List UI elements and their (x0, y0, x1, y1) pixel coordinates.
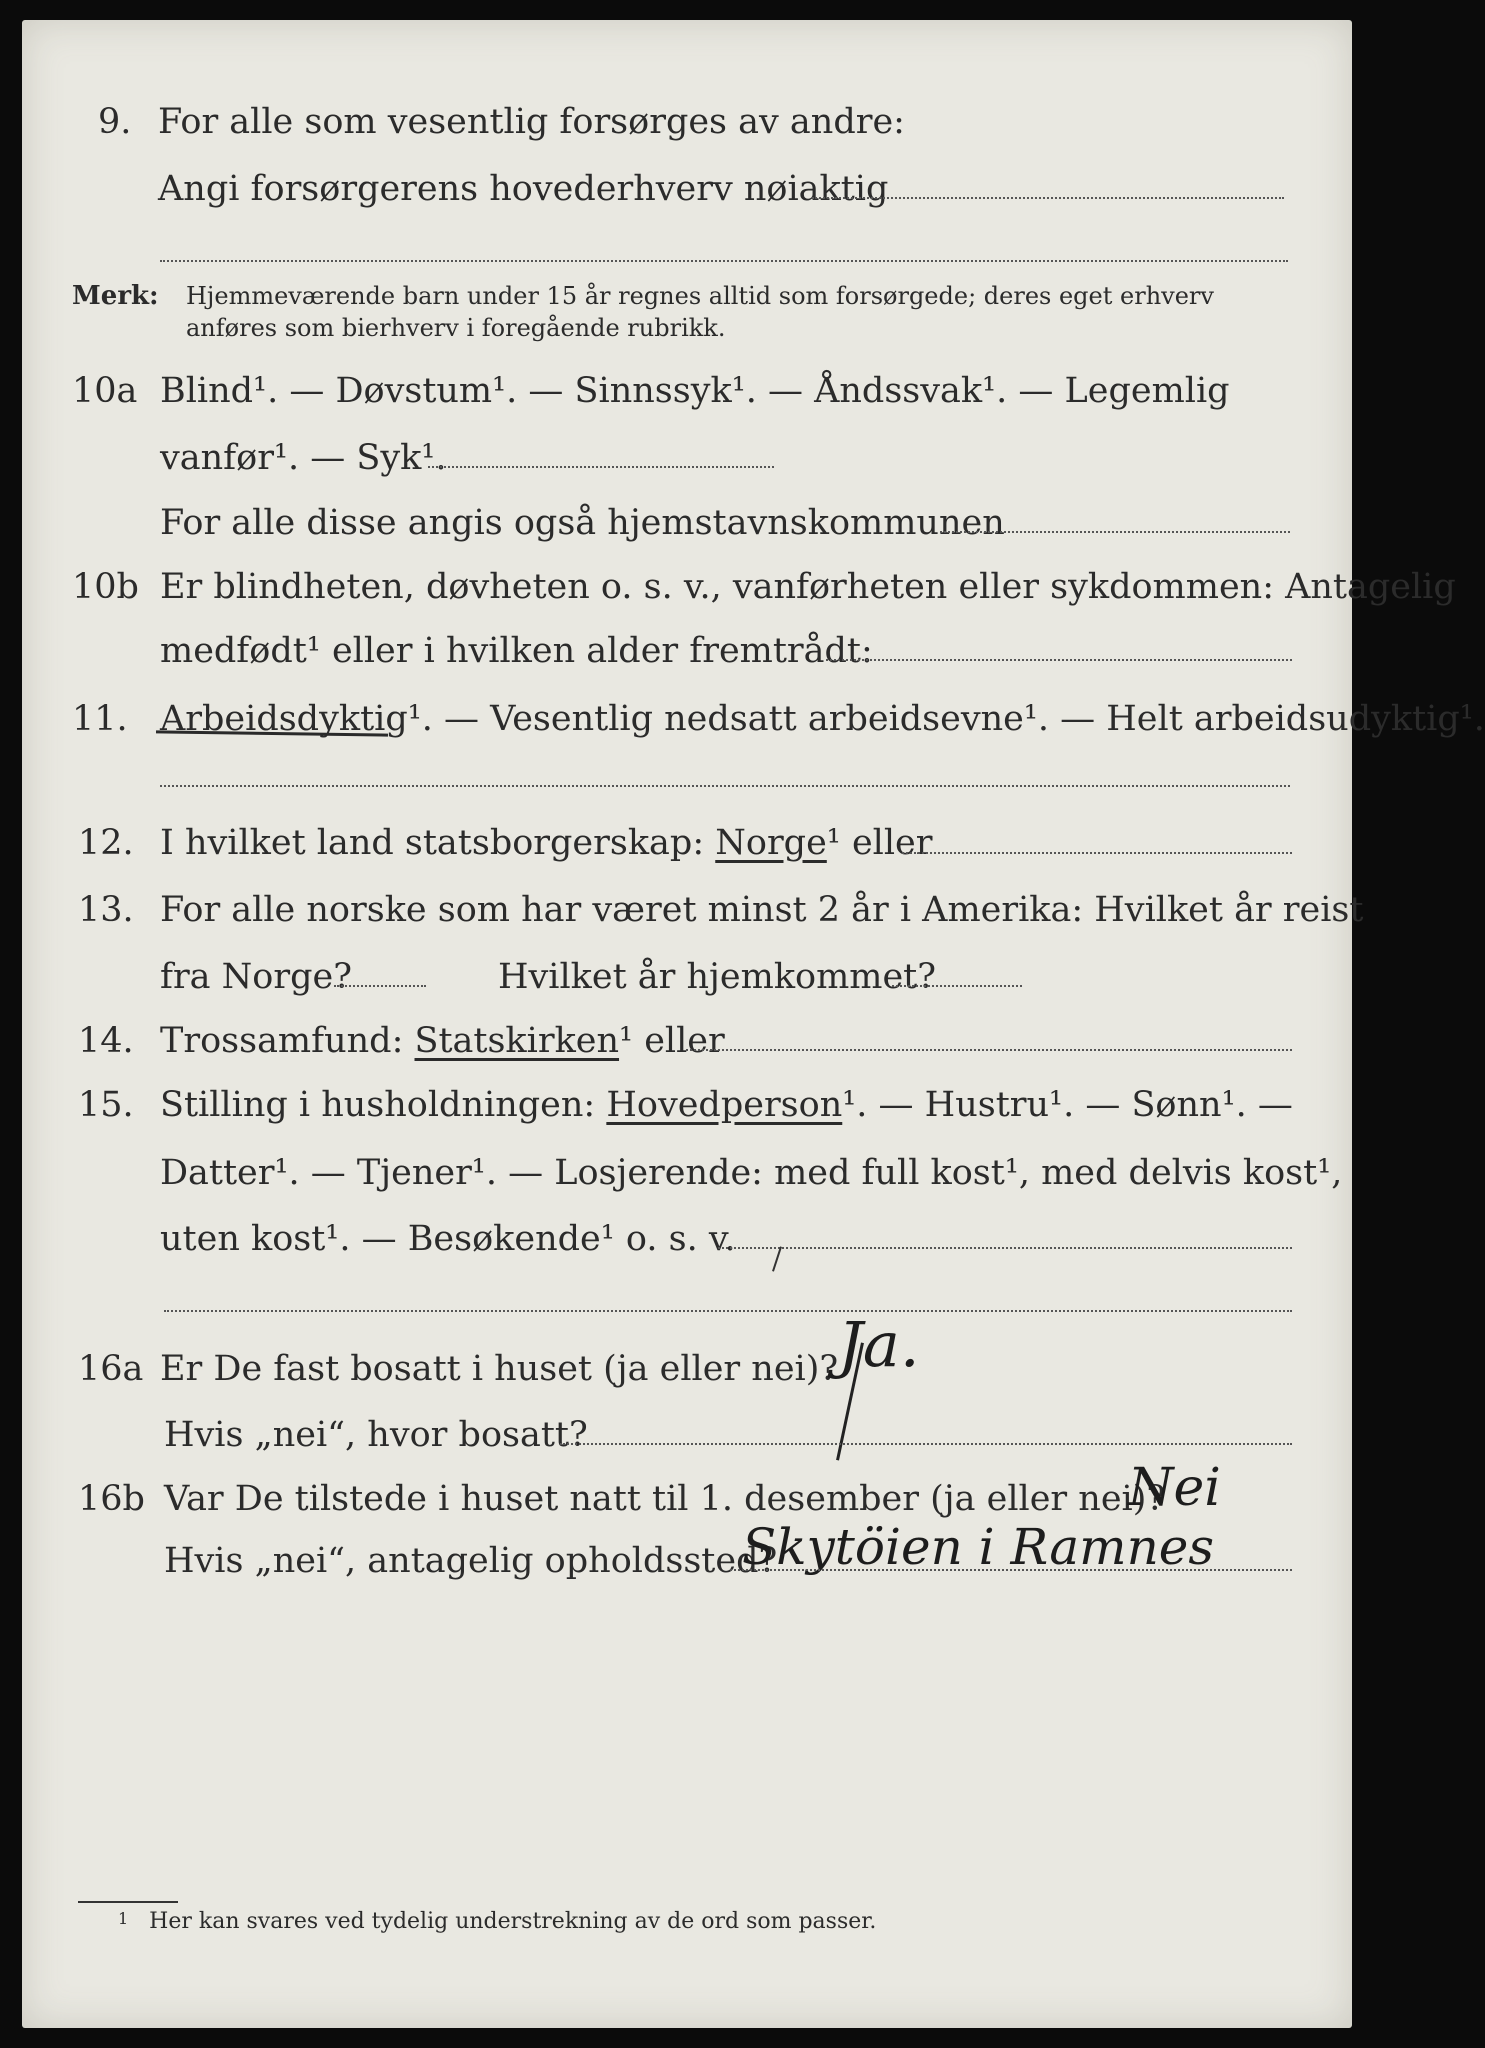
q11-rest: ¹. — Vesentlig nedsatt arbeidsevne¹. — Helt arbeidsudyktig¹. (407, 699, 1485, 739)
q15-line3: uten kost¹. — Besøkende¹ o. s. v. (160, 1219, 736, 1259)
merk-line1: Hjemmeværende barn under 15 år regnes alltid som forsørgede; deres eget erhverv (186, 282, 1214, 310)
q15-before: Stilling i husholdningen: (160, 1085, 596, 1125)
footnote-text: Her kan svares ved tydelig understrekning av de ord som passer. (149, 1909, 877, 1934)
q10a-line2: vanfør¹. — Syk¹. (160, 438, 447, 478)
q16a-line2: Hvis „nei“, hvor bosatt? (164, 1415, 588, 1455)
q16a-answer-line[interactable] (560, 1443, 1292, 1445)
q13-year-left-line[interactable] (334, 985, 426, 987)
q12-selected-option: Norge (715, 823, 827, 863)
q13-year-returned-line[interactable] (892, 985, 1022, 987)
q13-number: 13. (78, 890, 134, 930)
merk-line2: anføres som bierhverv i foregående rubrikk. (186, 314, 726, 342)
footnote (118, 1911, 876, 1933)
q10b-answer-line[interactable] (826, 659, 1292, 661)
footnote-mark: 1 (118, 1909, 129, 1928)
q11-answer-line[interactable] (160, 785, 1290, 787)
q12-before: I hvilket land statsborgerskap: (160, 823, 705, 863)
q16b-handwritten-answer: Nei (1128, 1458, 1221, 1518)
footnote-rule (78, 1901, 178, 1903)
q11-number: 11. (72, 699, 128, 739)
q11-selected-option: Arbeidsdyktig (160, 699, 408, 739)
q14-after: ¹ eller (619, 1021, 725, 1061)
q14-selected-option: Statskirken (414, 1021, 620, 1061)
q15-answer-line-2[interactable] (164, 1310, 1292, 1312)
q14-line (160, 1021, 725, 1061)
q16a-number: 16a (78, 1349, 144, 1389)
q16b-line1: Var De tilstede i huset natt til 1. desember (ja eller nei)? (164, 1479, 1166, 1519)
q16b-number: 16b (78, 1479, 145, 1519)
q13-line1: For alle norske som har været minst 2 år i Amerika: Hvilket år reist (160, 890, 1364, 930)
q15-line1 (160, 1085, 1293, 1125)
q10a-number: 10a (72, 371, 138, 411)
q16b-answer-line[interactable] (730, 1569, 1292, 1571)
q12-line (160, 823, 933, 863)
q16b-line2: Hvis „nei“, antagelig opholdssted? (164, 1541, 778, 1581)
q13-line2a: fra Norge? (160, 957, 352, 997)
q11-line (160, 699, 1485, 739)
q10b-number: 10b (72, 567, 139, 607)
q16b-handwritten-place: Skytöien i Ramnes (742, 1518, 1215, 1576)
q10b-line1: Er blindheten, døvheten o. s. v., vanførheten eller sykdommen: Antagelig (160, 567, 1456, 607)
q10a-line1: Blind¹. — Døvstum¹. — Sinnssyk¹. — Åndssvak¹. — Legemlig (160, 371, 1230, 411)
q12-number: 12. (78, 823, 134, 863)
q15-selected-option: Hovedperson (606, 1085, 843, 1125)
q9-line2: Angi forsørgerens hovederhverv nøiaktig (158, 169, 889, 209)
q15-answer-line[interactable] (718, 1247, 1292, 1249)
q9-answer-line[interactable] (812, 197, 1284, 199)
q16a-line1: Er De fast bosatt i huset (ja eller nei)? (160, 1349, 839, 1389)
q9-number: 9. (98, 102, 132, 142)
q12-answer-line[interactable] (902, 852, 1292, 854)
q10a-answer-line[interactable] (428, 466, 774, 468)
q15-line2: Datter¹. — Tjener¹. — Losjerende: med full kost¹, med delvis kost¹, (160, 1153, 1343, 1193)
q10b-line2: medfødt¹ eller i hvilken alder fremtrådt: (160, 631, 873, 671)
q10a-municipality-line[interactable] (940, 531, 1290, 533)
q14-number: 14. (78, 1021, 134, 1061)
q14-answer-line[interactable] (686, 1049, 1292, 1051)
q14-before: Trossamfund: (160, 1021, 404, 1061)
q15-number: 15. (78, 1085, 134, 1125)
q15-after: ¹. — Hustru¹. — Sønn¹. — (842, 1085, 1293, 1125)
q9-answer-line-2[interactable] (160, 260, 1288, 262)
q12-after: ¹ eller (826, 823, 933, 863)
q9-line1: For alle som vesentlig forsørges av andre: (158, 102, 905, 142)
q16a-handwritten-answer: Ja. (838, 1308, 920, 1381)
q10a-line3: For alle disse angis også hjemstavnskommunen (160, 503, 1005, 543)
q13-line2b: Hvilket år hjemkommet? (498, 957, 937, 997)
merk-label: Merk: (72, 281, 159, 311)
